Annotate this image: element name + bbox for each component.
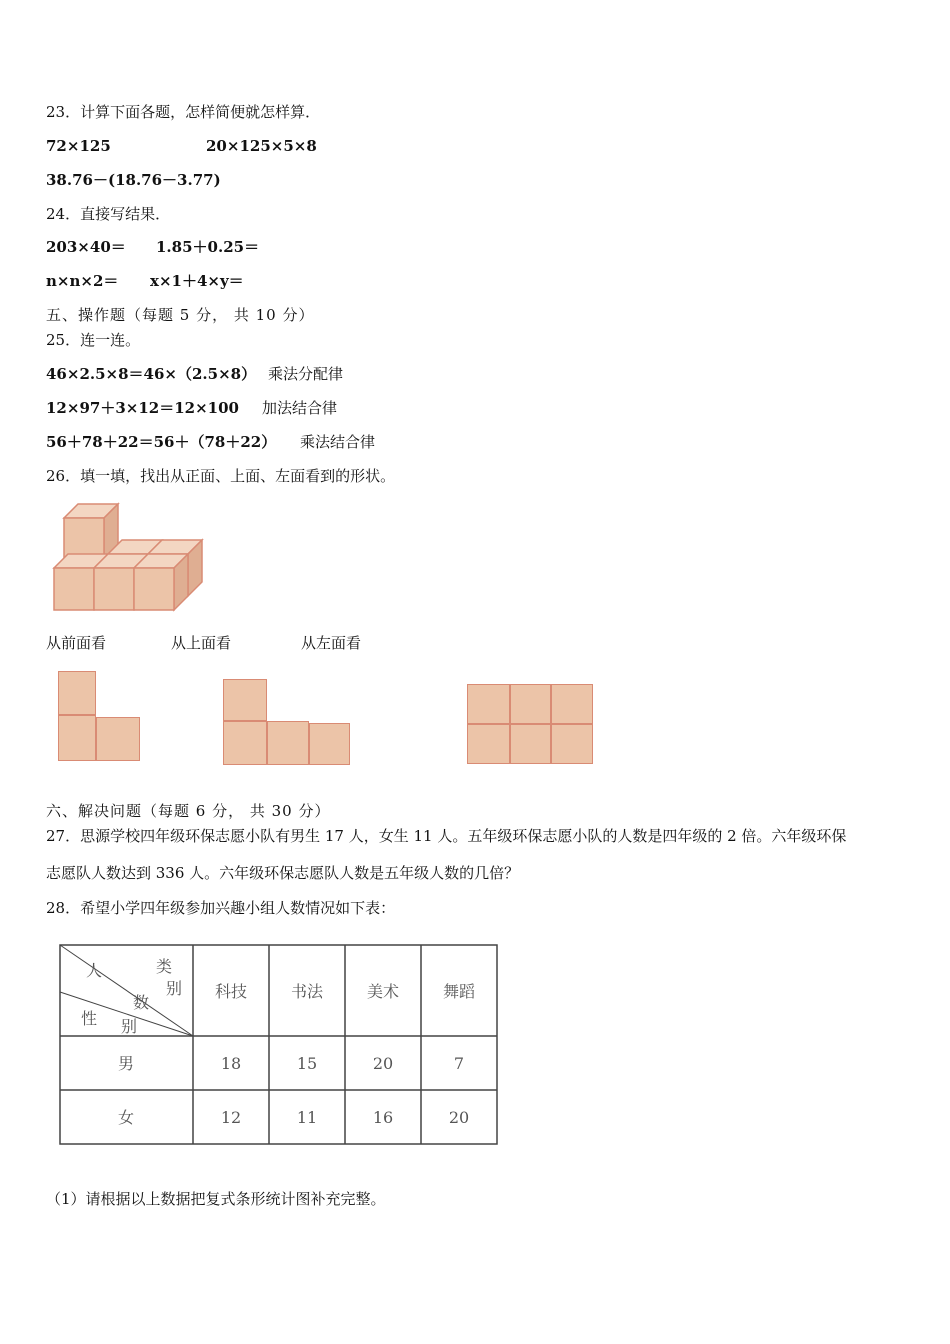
q28-sub-1: （1）请根据以上数据把复式条形统计图补充完整。: [46, 1190, 386, 1208]
q25-law-2: 加法结合律: [262, 399, 338, 417]
table-cell: 20: [448, 1108, 470, 1127]
table-cell: 20: [372, 1054, 394, 1073]
q25-expr-2: 12×97＋3×12＝12×100: [46, 399, 239, 417]
q25-law-1: 乘法分配律: [268, 365, 344, 383]
table-header: 美术: [366, 982, 400, 1001]
table-cell: 18: [220, 1054, 242, 1073]
view-square: [467, 684, 510, 724]
table-row-label: 女: [117, 1108, 135, 1127]
view-left-label: 从左面看: [301, 634, 362, 652]
q25-title: 25．连一连。: [46, 331, 141, 349]
q23-expr-2: 20×125×5×8: [206, 137, 317, 155]
q25-law-3: 乘法结合律: [300, 433, 376, 451]
table-cell: 16: [372, 1108, 394, 1127]
view-square: [510, 684, 551, 724]
view-square: [223, 721, 267, 765]
view-square: [267, 721, 309, 765]
corner-label-xing: 性: [81, 1009, 98, 1028]
table-header: 科技: [214, 982, 248, 1001]
q28-title: 28．希望小学四年级参加兴趣小组人数情况如下表：: [46, 899, 396, 917]
q24-expr-1: 203×40＝: [46, 238, 126, 256]
table-cell: 11: [296, 1108, 318, 1127]
table-row-label: 男: [117, 1054, 135, 1073]
corner-label-lei: 类: [156, 957, 173, 976]
corner-label-bie1: 别: [166, 979, 183, 998]
view-square: [58, 715, 96, 761]
q24-title: 24．直接写结果．: [46, 205, 171, 223]
q24-expr-2: 1.85＋0.25＝: [156, 238, 260, 256]
view-square: [510, 724, 551, 764]
view-square: [223, 679, 267, 721]
section-5-title: 五、操作题（每题 5 分， 共 10 分）: [46, 306, 315, 324]
q23-expr-3: 38.76－(18.76－3.77): [46, 171, 221, 189]
q23-expr-1: 72×125: [46, 137, 111, 155]
section-6-title: 六、解决问题（每题 6 分， 共 30 分）: [46, 802, 331, 820]
view-square: [551, 724, 593, 764]
q23-title: 23．计算下面各题，怎样简便就怎样算．: [46, 103, 321, 121]
view-square: [58, 671, 96, 715]
table-cell: 15: [296, 1054, 318, 1073]
q25-expr-1: 46×2.5×8＝46×（2.5×8）: [46, 365, 257, 383]
corner-label-bie2: 别: [121, 1017, 138, 1036]
view-square: [96, 717, 140, 761]
table-cell: 12: [220, 1108, 242, 1127]
interest-group-table: [59, 944, 499, 1146]
q26-title: 26．填一填，找出从正面、上面、左面看到的形状。: [46, 467, 396, 485]
table-header: 书法: [290, 982, 324, 1001]
view-front-label: 从前面看: [46, 634, 107, 652]
q24-expr-3: n×n×2＝: [46, 272, 119, 290]
table-cell: 7: [453, 1054, 465, 1073]
corner-label-ren: 人: [86, 961, 103, 980]
q27-line-1: 27．思源学校四年级环保志愿小队有男生 17 人，女生 11 人。五年级环保志愿小队的人数是四年级的 2 倍。六年级环保: [46, 827, 847, 845]
cube-stack-figure: [50, 500, 210, 615]
q25-expr-3: 56＋78＋22＝56＋（78＋22）: [46, 433, 277, 451]
view-square: [309, 723, 350, 765]
corner-label-shu: 数: [133, 993, 150, 1012]
view-square: [551, 684, 593, 724]
q24-expr-4: x×1＋4×y＝: [150, 272, 244, 290]
view-square: [467, 724, 510, 764]
view-top-label: 从上面看: [171, 634, 232, 652]
table-header: 舞蹈: [442, 982, 476, 1001]
q27-line-2: 志愿队人数达到 336 人。六年级环保志愿队人数是五年级人数的几倍？: [46, 864, 520, 882]
